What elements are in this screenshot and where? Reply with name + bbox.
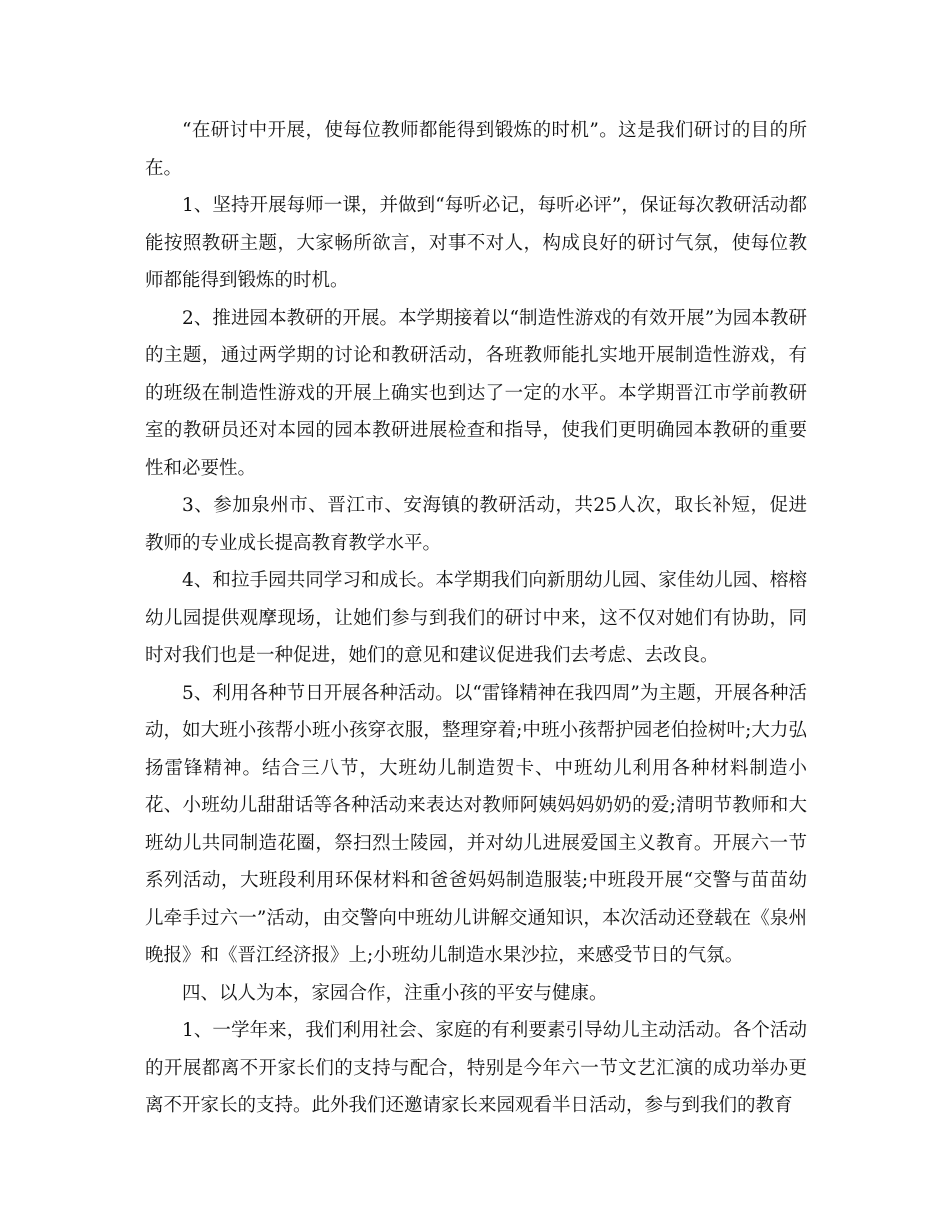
paragraph-item-5: 5、利用各种节日开展各种活动。以“雷锋精神在我四周”为主题，开展各种活动，如大班小孩帮小班小孩穿衣服，整理穿着;中班小孩帮护园老伯捡树叶;大力弘扬雷锋精神。结合三八节，大班幼儿制造贺卡、中班幼儿利用各种材料制造小花、小班幼儿甜甜话等各种活动来表达对教师阿姨妈妈奶奶的爱;清明节教师和大班幼儿共同制造花圈，祭扫烈士陵园，并对幼儿进展爱国主义教育。开展六一节系列活动，大班段利用环保材料和爸爸妈妈制造服装;中班段开展“交警与苗苗幼儿牵手过六一”活动，由交警向中班幼儿讲解交通知识，本次活动还登载在《泉州晚报》和《晋江经济报》上;小班幼儿制造水果沙拉，来感受节日的气氛。	[145, 682, 807, 966]
paragraph-item-3: 3、参加泉州市、晋江市、安海镇的教研活动，共25人次，取长补短，促进教师的专业成长提高教育教学水平。	[145, 495, 807, 554]
document-body	[145, 112, 807, 1125]
paragraph-item-4: 4、和拉手园共同学习和成长。本学期我们向新朋幼儿园、家佳幼儿园、榕榕幼儿园提供观摩现场，让她们参与到我们的研讨中来，这不仅对她们有协助，同时对我们也是一种促进，她们的意见和建议促进我们去考虑、去改良。	[145, 570, 807, 666]
paragraph-item-1: 1、坚持开展每师一课，并做到“每听必记，每听必评”，保证每次教研活动都能按照教研主题，大家畅所欲言，对事不对人，构成良好的研讨气氛，使每位教师都能得到锻炼的时机。	[145, 195, 807, 291]
paragraph-item-2: 2、推进园本教研的开展。本学期接着以“制造性游戏的有效开展”为园本教研的主题，通过两学期的讨论和教研活动，各班教师能扎实地开展制造性游戏，有的班级在制造性游戏的开展上确实也到达了一定的水平。本学期晋江市学前教研室的教研员还对本园的园本教研进展检查和指导，使我们更明确园本教研的重要性和必要性。	[145, 307, 807, 479]
paragraph-intro: “在研讨中开展，使每位教师都能得到锻炼的时机”。这是我们研讨的目的所在。	[145, 120, 807, 179]
paragraph-section4-item-1: 1、一学年来，我们利用社会、家庭的有利要素引导幼儿主动活动。各个活动的开展都离不开家长们的支持与配合，特别是今年六一节文艺汇演的成功举办更离不开家长的支持。此外我们还邀请家长来园观看半日活动，参与到我们的教育	[145, 1020, 807, 1116]
section-heading-4: 四、以人为本，家园合作，注重小孩的平安与健康。	[182, 982, 608, 1004]
